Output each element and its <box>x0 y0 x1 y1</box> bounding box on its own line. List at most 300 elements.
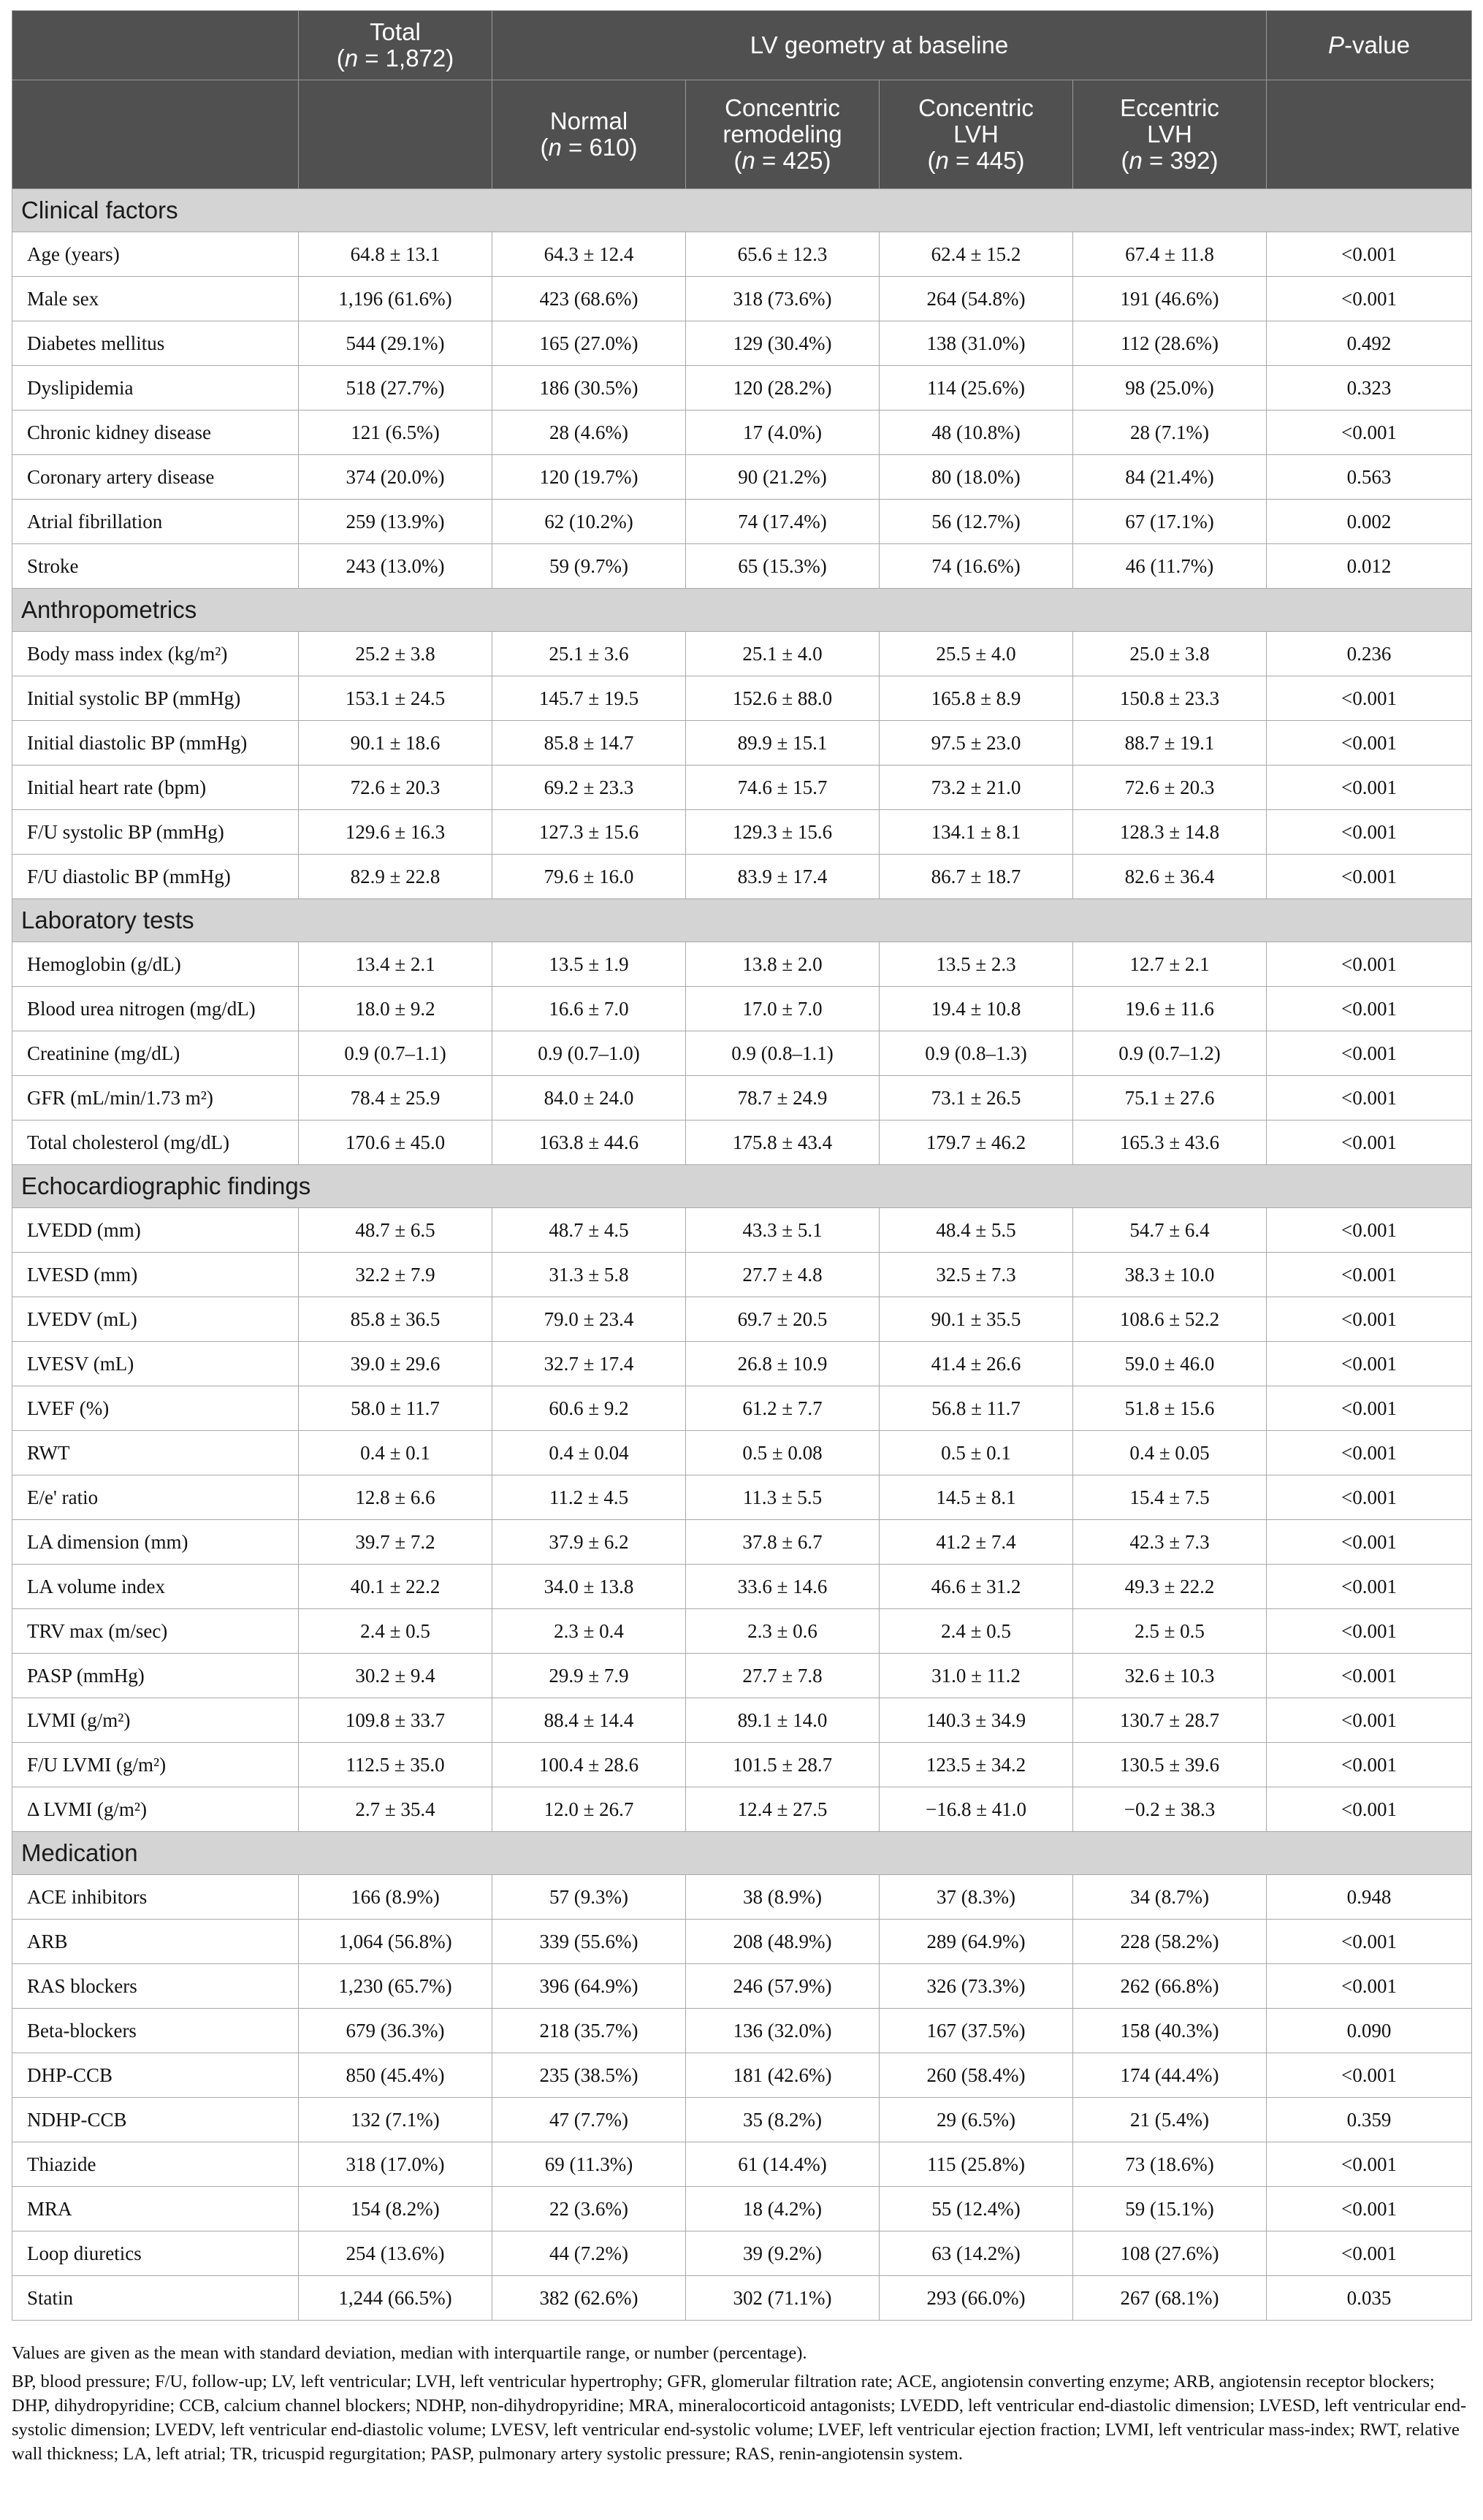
p-value-cell: <0.001 <box>1267 232 1472 277</box>
value-cell: 112.5 ± 35.0 <box>299 1743 492 1787</box>
value-cell: 128.3 ± 14.8 <box>1073 810 1267 855</box>
document-page <box>12 10 1471 2470</box>
p-value-cell: <0.001 <box>1267 1787 1472 1832</box>
value-cell: 14.5 ± 8.1 <box>880 1475 1073 1520</box>
table-row <box>12 2231 1472 2276</box>
value-cell: 246 (57.9%) <box>686 1964 880 2009</box>
value-cell: 260 (58.4%) <box>880 2053 1073 2098</box>
p-value-cell: <0.001 <box>1267 277 1472 321</box>
table-row <box>12 1386 1472 1431</box>
value-cell: 58.0 ± 11.7 <box>299 1386 492 1431</box>
section-title: Clinical factors <box>12 189 1472 232</box>
header-blank <box>12 11 299 80</box>
value-cell: −0.2 ± 38.3 <box>1073 1787 1267 1832</box>
row-label: LVEDD (mm) <box>12 1208 299 1253</box>
value-cell: 46 (11.7%) <box>1073 544 1267 589</box>
value-cell: 129 (30.4%) <box>686 321 880 366</box>
table-header <box>12 11 1472 189</box>
value-cell: 123.5 ± 34.2 <box>880 1743 1073 1787</box>
value-cell: 0.5 ± 0.1 <box>880 1431 1073 1475</box>
row-label: Age (years) <box>12 232 299 277</box>
row-label: TRV max (m/sec) <box>12 1609 299 1654</box>
p-value-cell: <0.001 <box>1267 676 1472 721</box>
value-cell: 29.9 ± 7.9 <box>492 1654 686 1698</box>
value-cell: 218 (35.7%) <box>492 2009 686 2053</box>
table-row <box>12 1920 1472 1964</box>
value-cell: 47 (7.7%) <box>492 2098 686 2142</box>
row-label: ACE inhibitors <box>12 1875 299 1920</box>
section-header <box>12 1832 1472 1875</box>
table-row <box>12 2276 1472 2321</box>
section-title: Anthropometrics <box>12 589 1472 632</box>
value-cell: 13.5 ± 1.9 <box>492 942 686 987</box>
value-cell: 88.4 ± 14.4 <box>492 1698 686 1743</box>
row-label: LVEF (%) <box>12 1386 299 1431</box>
p-value-cell: 0.359 <box>1267 2098 1472 2142</box>
value-cell: 72.6 ± 20.3 <box>299 765 492 810</box>
row-label: F/U systolic BP (mmHg) <box>12 810 299 855</box>
value-cell: 138 (31.0%) <box>880 321 1073 366</box>
value-cell: 1,196 (61.6%) <box>299 277 492 321</box>
p-value-cell: <0.001 <box>1267 1031 1472 1076</box>
value-cell: 85.8 ± 14.7 <box>492 721 686 765</box>
value-cell: 48.7 ± 4.5 <box>492 1208 686 1253</box>
row-label: Initial heart rate (bpm) <box>12 765 299 810</box>
value-cell: 17 (4.0%) <box>686 411 880 455</box>
value-cell: 152.6 ± 88.0 <box>686 676 880 721</box>
table-row <box>12 411 1472 455</box>
value-cell: 59 (15.1%) <box>1073 2187 1267 2231</box>
section-header <box>12 899 1472 942</box>
value-cell: 174 (44.4%) <box>1073 2053 1267 2098</box>
row-label: Chronic kidney disease <box>12 411 299 455</box>
value-cell: 33.6 ± 14.6 <box>686 1565 880 1609</box>
p-value-cell: <0.001 <box>1267 721 1472 765</box>
value-cell: 15.4 ± 7.5 <box>1073 1475 1267 1520</box>
value-cell: 127.3 ± 15.6 <box>492 810 686 855</box>
value-cell: 0.4 ± 0.1 <box>299 1431 492 1475</box>
value-cell: 49.3 ± 22.2 <box>1073 1565 1267 1609</box>
p-value-cell: <0.001 <box>1267 1076 1472 1120</box>
footnote-values: Values are given as the mean with standard deviation, median with interquartile range, or number (percentage). <box>12 2343 807 2363</box>
header-group-normal: Normal (n = 610) <box>492 80 686 189</box>
value-cell: 37.8 ± 6.7 <box>686 1520 880 1565</box>
table-row <box>12 1297 1472 1342</box>
value-cell: 67.4 ± 11.8 <box>1073 232 1267 277</box>
value-cell: 0.9 (0.7–1.1) <box>299 1031 492 1076</box>
table-row <box>12 366 1472 411</box>
table-row <box>12 1253 1472 1297</box>
value-cell: 12.0 ± 26.7 <box>492 1787 686 1832</box>
value-cell: 318 (17.0%) <box>299 2142 492 2187</box>
value-cell: 39 (9.2%) <box>686 2231 880 2276</box>
value-cell: 108 (27.6%) <box>1073 2231 1267 2276</box>
table-row <box>12 1654 1472 1698</box>
table-row <box>12 676 1472 721</box>
value-cell: 382 (62.6%) <box>492 2276 686 2321</box>
value-cell: 61.2 ± 7.7 <box>686 1386 880 1431</box>
row-label: Atrial fibrillation <box>12 500 299 544</box>
value-cell: 84 (21.4%) <box>1073 455 1267 500</box>
value-cell: 21 (5.4%) <box>1073 2098 1267 2142</box>
value-cell: 37.9 ± 6.2 <box>492 1520 686 1565</box>
value-cell: 25.0 ± 3.8 <box>1073 632 1267 676</box>
table-row <box>12 321 1472 366</box>
value-cell: 62 (10.2%) <box>492 500 686 544</box>
header-p-value: P-value <box>1267 11 1472 80</box>
table-footnotes <box>12 2341 1471 2466</box>
value-cell: 0.4 ± 0.05 <box>1073 1431 1267 1475</box>
value-cell: 38 (8.9%) <box>686 1875 880 1920</box>
value-cell: 1,064 (56.8%) <box>299 1920 492 1964</box>
value-cell: 56.8 ± 11.7 <box>880 1386 1073 1431</box>
header-lv-geometry: LV geometry at baseline <box>492 11 1267 80</box>
value-cell: 80 (18.0%) <box>880 455 1073 500</box>
table-row <box>12 1875 1472 1920</box>
header-blank-2 <box>12 80 299 189</box>
section-title: Echocardiographic findings <box>12 1165 1472 1208</box>
value-cell: 85.8 ± 36.5 <box>299 1297 492 1342</box>
value-cell: 0.9 (0.7–1.0) <box>492 1031 686 1076</box>
p-value-cell: <0.001 <box>1267 1565 1472 1609</box>
value-cell: 130.5 ± 39.6 <box>1073 1743 1267 1787</box>
table-row <box>12 2098 1472 2142</box>
value-cell: 48.4 ± 5.5 <box>880 1208 1073 1253</box>
value-cell: 12.8 ± 6.6 <box>299 1475 492 1520</box>
p-value-cell: <0.001 <box>1267 1520 1472 1565</box>
row-label: Loop diuretics <box>12 2231 299 2276</box>
value-cell: 12.7 ± 2.1 <box>1073 942 1267 987</box>
value-cell: 65 (15.3%) <box>686 544 880 589</box>
value-cell: 112 (28.6%) <box>1073 321 1267 366</box>
p-value-cell: 0.323 <box>1267 366 1472 411</box>
p-value-cell: <0.001 <box>1267 1120 1472 1165</box>
value-cell: 181 (42.6%) <box>686 2053 880 2098</box>
p-value-cell: <0.001 <box>1267 2053 1472 2098</box>
value-cell: 59 (9.7%) <box>492 544 686 589</box>
value-cell: 30.2 ± 9.4 <box>299 1654 492 1698</box>
p-value-cell: <0.001 <box>1267 2142 1472 2187</box>
value-cell: 22 (3.6%) <box>492 2187 686 2231</box>
value-cell: 90.1 ± 35.5 <box>880 1297 1073 1342</box>
value-cell: 115 (25.8%) <box>880 2142 1073 2187</box>
section-header <box>12 589 1472 632</box>
p-value-cell: <0.001 <box>1267 1654 1472 1698</box>
baseline-characteristics-table <box>12 10 1472 2321</box>
value-cell: 56 (12.7%) <box>880 500 1073 544</box>
value-cell: 100.4 ± 28.6 <box>492 1743 686 1787</box>
value-cell: 154 (8.2%) <box>299 2187 492 2231</box>
value-cell: 57 (9.3%) <box>492 1875 686 1920</box>
section-header <box>12 189 1472 232</box>
row-label: RWT <box>12 1431 299 1475</box>
p-value-cell: <0.001 <box>1267 1208 1472 1253</box>
row-label: Δ LVMI (g/m²) <box>12 1787 299 1832</box>
value-cell: 54.7 ± 6.4 <box>1073 1208 1267 1253</box>
value-cell: 40.1 ± 22.2 <box>299 1565 492 1609</box>
section-header <box>12 1165 1472 1208</box>
value-cell: 35 (8.2%) <box>686 2098 880 2142</box>
row-label: F/U LVMI (g/m²) <box>12 1743 299 1787</box>
value-cell: 134.1 ± 8.1 <box>880 810 1073 855</box>
row-label: DHP-CCB <box>12 2053 299 2098</box>
value-cell: 326 (73.3%) <box>880 1964 1073 2009</box>
p-value-cell: <0.001 <box>1267 411 1472 455</box>
row-label: Initial diastolic BP (mmHg) <box>12 721 299 765</box>
p-value-cell: <0.001 <box>1267 1920 1472 1964</box>
value-cell: 69.2 ± 23.3 <box>492 765 686 810</box>
table-row <box>12 500 1472 544</box>
table-row <box>12 1520 1472 1565</box>
row-label: Dyslipidemia <box>12 366 299 411</box>
row-label: Initial systolic BP (mmHg) <box>12 676 299 721</box>
row-label: LVEDV (mL) <box>12 1297 299 1342</box>
header-blank-4 <box>1267 80 1472 189</box>
p-value-cell: 0.236 <box>1267 632 1472 676</box>
value-cell: 850 (45.4%) <box>299 2053 492 2098</box>
value-cell: 28 (7.1%) <box>1073 411 1267 455</box>
p-value-cell: 0.090 <box>1267 2009 1472 2053</box>
value-cell: 0.4 ± 0.04 <box>492 1431 686 1475</box>
table-row <box>12 232 1472 277</box>
value-cell: 120 (28.2%) <box>686 366 880 411</box>
value-cell: 108.6 ± 52.2 <box>1073 1297 1267 1342</box>
p-value-cell: <0.001 <box>1267 1253 1472 1297</box>
header-group-eccentric-lvh: Eccentric LVH (n = 392) <box>1073 80 1267 189</box>
p-value-cell: <0.001 <box>1267 810 1472 855</box>
row-label: LA dimension (mm) <box>12 1520 299 1565</box>
p-value-cell: 0.035 <box>1267 2276 1472 2321</box>
table-row <box>12 765 1472 810</box>
value-cell: 32.7 ± 17.4 <box>492 1342 686 1386</box>
value-cell: 27.7 ± 7.8 <box>686 1654 880 1698</box>
value-cell: 18.0 ± 9.2 <box>299 987 492 1031</box>
value-cell: 41.4 ± 26.6 <box>880 1342 1073 1386</box>
value-cell: 73.1 ± 26.5 <box>880 1076 1073 1120</box>
value-cell: 25.1 ± 4.0 <box>686 632 880 676</box>
value-cell: 88.7 ± 19.1 <box>1073 721 1267 765</box>
value-cell: 25.1 ± 3.6 <box>492 632 686 676</box>
value-cell: 89.9 ± 15.1 <box>686 721 880 765</box>
value-cell: 2.3 ± 0.4 <box>492 1609 686 1654</box>
value-cell: 46.6 ± 31.2 <box>880 1565 1073 1609</box>
p-value-cell: <0.001 <box>1267 2231 1472 2276</box>
value-cell: 302 (71.1%) <box>686 2276 880 2321</box>
table-row <box>12 1787 1472 1832</box>
p-value-cell: <0.001 <box>1267 942 1472 987</box>
p-value-cell: <0.001 <box>1267 1609 1472 1654</box>
row-label: MRA <box>12 2187 299 2231</box>
value-cell: 121 (6.5%) <box>299 411 492 455</box>
value-cell: 186 (30.5%) <box>492 366 686 411</box>
header-total: Total (n = 1,872) <box>299 11 492 80</box>
table-row <box>12 942 1472 987</box>
row-label: GFR (mL/min/1.73 m²) <box>12 1076 299 1120</box>
p-value-cell: <0.001 <box>1267 2187 1472 2231</box>
value-cell: 79.6 ± 16.0 <box>492 855 686 899</box>
value-cell: 0.5 ± 0.08 <box>686 1431 880 1475</box>
table-row <box>12 1743 1472 1787</box>
value-cell: 13.4 ± 2.1 <box>299 942 492 987</box>
value-cell: 544 (29.1%) <box>299 321 492 366</box>
value-cell: 165 (27.0%) <box>492 321 686 366</box>
value-cell: 61 (14.4%) <box>686 2142 880 2187</box>
value-cell: 267 (68.1%) <box>1073 2276 1267 2321</box>
value-cell: 191 (46.6%) <box>1073 277 1267 321</box>
value-cell: 101.5 ± 28.7 <box>686 1743 880 1787</box>
table-body <box>12 189 1472 2321</box>
value-cell: 18 (4.2%) <box>686 2187 880 2231</box>
row-label: Blood urea nitrogen (mg/dL) <box>12 987 299 1031</box>
table-row <box>12 2187 1472 2231</box>
row-label: PASP (mmHg) <box>12 1654 299 1698</box>
row-label: Stroke <box>12 544 299 589</box>
table-row <box>12 632 1472 676</box>
value-cell: 32.5 ± 7.3 <box>880 1253 1073 1297</box>
table-row <box>12 2053 1472 2098</box>
value-cell: 27.7 ± 4.8 <box>686 1253 880 1297</box>
value-cell: −16.8 ± 41.0 <box>880 1787 1073 1832</box>
section-title: Medication <box>12 1832 1472 1875</box>
value-cell: 90.1 ± 18.6 <box>299 721 492 765</box>
value-cell: 145.7 ± 19.5 <box>492 676 686 721</box>
row-label: ARB <box>12 1920 299 1964</box>
value-cell: 98 (25.0%) <box>1073 366 1267 411</box>
value-cell: 31.3 ± 5.8 <box>492 1253 686 1297</box>
value-cell: 39.0 ± 29.6 <box>299 1342 492 1386</box>
p-value-cell: <0.001 <box>1267 1475 1472 1520</box>
p-value-cell: <0.001 <box>1267 1698 1472 1743</box>
value-cell: 518 (27.7%) <box>299 366 492 411</box>
row-label: Male sex <box>12 277 299 321</box>
row-label: Statin <box>12 2276 299 2321</box>
value-cell: 318 (73.6%) <box>686 277 880 321</box>
value-cell: 129.3 ± 15.6 <box>686 810 880 855</box>
value-cell: 114 (25.6%) <box>880 366 1073 411</box>
value-cell: 64.3 ± 12.4 <box>492 232 686 277</box>
value-cell: 293 (66.0%) <box>880 2276 1073 2321</box>
value-cell: 39.7 ± 7.2 <box>299 1520 492 1565</box>
table-row <box>12 544 1472 589</box>
value-cell: 2.4 ± 0.5 <box>880 1609 1073 1654</box>
value-cell: 90 (21.2%) <box>686 455 880 500</box>
value-cell: 1,244 (66.5%) <box>299 2276 492 2321</box>
value-cell: 31.0 ± 11.2 <box>880 1654 1073 1698</box>
p-value-cell: 0.948 <box>1267 1875 1472 1920</box>
p-value-cell: <0.001 <box>1267 1964 1472 2009</box>
value-cell: 0.9 (0.8–1.1) <box>686 1031 880 1076</box>
value-cell: 120 (19.7%) <box>492 455 686 500</box>
row-label: Total cholesterol (mg/dL) <box>12 1120 299 1165</box>
value-cell: 19.4 ± 10.8 <box>880 987 1073 1031</box>
table-row <box>12 1475 1472 1520</box>
value-cell: 43.3 ± 5.1 <box>686 1208 880 1253</box>
table-row <box>12 1431 1472 1475</box>
value-cell: 75.1 ± 27.6 <box>1073 1076 1267 1120</box>
value-cell: 86.7 ± 18.7 <box>880 855 1073 899</box>
value-cell: 13.8 ± 2.0 <box>686 942 880 987</box>
p-value-cell: <0.001 <box>1267 855 1472 899</box>
value-cell: 11.2 ± 4.5 <box>492 1475 686 1520</box>
row-label: NDHP-CCB <box>12 2098 299 2142</box>
header-group-concentric-lvh: Concentric LVH (n = 445) <box>880 80 1073 189</box>
row-label: F/U diastolic BP (mmHg) <box>12 855 299 899</box>
p-value-cell: 0.563 <box>1267 455 1472 500</box>
table-row <box>12 2142 1472 2187</box>
value-cell: 48.7 ± 6.5 <box>299 1208 492 1253</box>
value-cell: 167 (37.5%) <box>880 2009 1073 2053</box>
row-label: LA volume index <box>12 1565 299 1609</box>
value-cell: 254 (13.6%) <box>299 2231 492 2276</box>
value-cell: 44 (7.2%) <box>492 2231 686 2276</box>
table-row <box>12 987 1472 1031</box>
value-cell: 74 (17.4%) <box>686 500 880 544</box>
p-value-cell: <0.001 <box>1267 1342 1472 1386</box>
row-label: Thiazide <box>12 2142 299 2187</box>
value-cell: 140.3 ± 34.9 <box>880 1698 1073 1743</box>
value-cell: 262 (66.8%) <box>1073 1964 1267 2009</box>
p-value-cell: <0.001 <box>1267 1386 1472 1431</box>
value-cell: 25.2 ± 3.8 <box>299 632 492 676</box>
row-label: Coronary artery disease <box>12 455 299 500</box>
value-cell: 60.6 ± 9.2 <box>492 1386 686 1431</box>
table-row <box>12 1609 1472 1654</box>
value-cell: 175.8 ± 43.4 <box>686 1120 880 1165</box>
value-cell: 165.8 ± 8.9 <box>880 676 1073 721</box>
value-cell: 396 (64.9%) <box>492 1964 686 2009</box>
value-cell: 228 (58.2%) <box>1073 1920 1267 1964</box>
value-cell: 32.2 ± 7.9 <box>299 1253 492 1297</box>
header-blank-3 <box>299 80 492 189</box>
table-row <box>12 1031 1472 1076</box>
value-cell: 78.4 ± 25.9 <box>299 1076 492 1120</box>
value-cell: 109.8 ± 33.7 <box>299 1698 492 1743</box>
value-cell: 73.2 ± 21.0 <box>880 765 1073 810</box>
table-row <box>12 1076 1472 1120</box>
table-row <box>12 1698 1472 1743</box>
value-cell: 16.6 ± 7.0 <box>492 987 686 1031</box>
value-cell: 13.5 ± 2.3 <box>880 942 1073 987</box>
p-value-cell: <0.001 <box>1267 987 1472 1031</box>
value-cell: 0.9 (0.8–1.3) <box>880 1031 1073 1076</box>
value-cell: 65.6 ± 12.3 <box>686 232 880 277</box>
table-row <box>12 855 1472 899</box>
row-label: Hemoglobin (g/dL) <box>12 942 299 987</box>
value-cell: 69.7 ± 20.5 <box>686 1297 880 1342</box>
value-cell: 235 (38.5%) <box>492 2053 686 2098</box>
value-cell: 264 (54.8%) <box>880 277 1073 321</box>
value-cell: 179.7 ± 46.2 <box>880 1120 1073 1165</box>
p-value-cell: 0.002 <box>1267 500 1472 544</box>
value-cell: 153.1 ± 24.5 <box>299 676 492 721</box>
value-cell: 89.1 ± 14.0 <box>686 1698 880 1743</box>
value-cell: 37 (8.3%) <box>880 1875 1073 1920</box>
footnote-abbreviations: BP, blood pressure; F/U, follow-up; LV, left ventricular; LVH, left ventricular hypertrophy; GFR, glomerular filtration rate; ACE, angiotensin converting enzyme; ARB, angiotensin receptor blockers; DHP, dihydropyridine; CCB, calcium channel blockers; NDHP, non-dihydropyridine; MRA, mineralocorticoid antagonists; LVEDD, left ventricular end-diastolic dimension; LVESD, left ventricular end-systolic dimension; LVEDV, left ventricular end-diastolic volume; LVESV, left ventricular end-systolic volume; LVEF, left ventricular ejection fraction; LVMI, left ventricular mass-index; RWT, relative wall thickness; LA, left atrial; TR, tricuspid regurgitation; PASP, pulmonary artery systolic pressure; RAS, renin-angiotensin system. <box>12 2372 1467 2464</box>
value-cell: 55 (12.4%) <box>880 2187 1073 2231</box>
value-cell: 17.0 ± 7.0 <box>686 987 880 1031</box>
value-cell: 51.8 ± 15.6 <box>1073 1386 1267 1431</box>
p-value-cell: <0.001 <box>1267 1743 1472 1787</box>
value-cell: 64.8 ± 13.1 <box>299 232 492 277</box>
value-cell: 374 (20.0%) <box>299 455 492 500</box>
table-row <box>12 1964 1472 2009</box>
value-cell: 2.5 ± 0.5 <box>1073 1609 1267 1654</box>
value-cell: 12.4 ± 27.5 <box>686 1787 880 1832</box>
value-cell: 29 (6.5%) <box>880 2098 1073 2142</box>
p-value-cell: <0.001 <box>1267 765 1472 810</box>
p-value-cell: 0.492 <box>1267 321 1472 366</box>
section-title: Laboratory tests <box>12 899 1472 942</box>
